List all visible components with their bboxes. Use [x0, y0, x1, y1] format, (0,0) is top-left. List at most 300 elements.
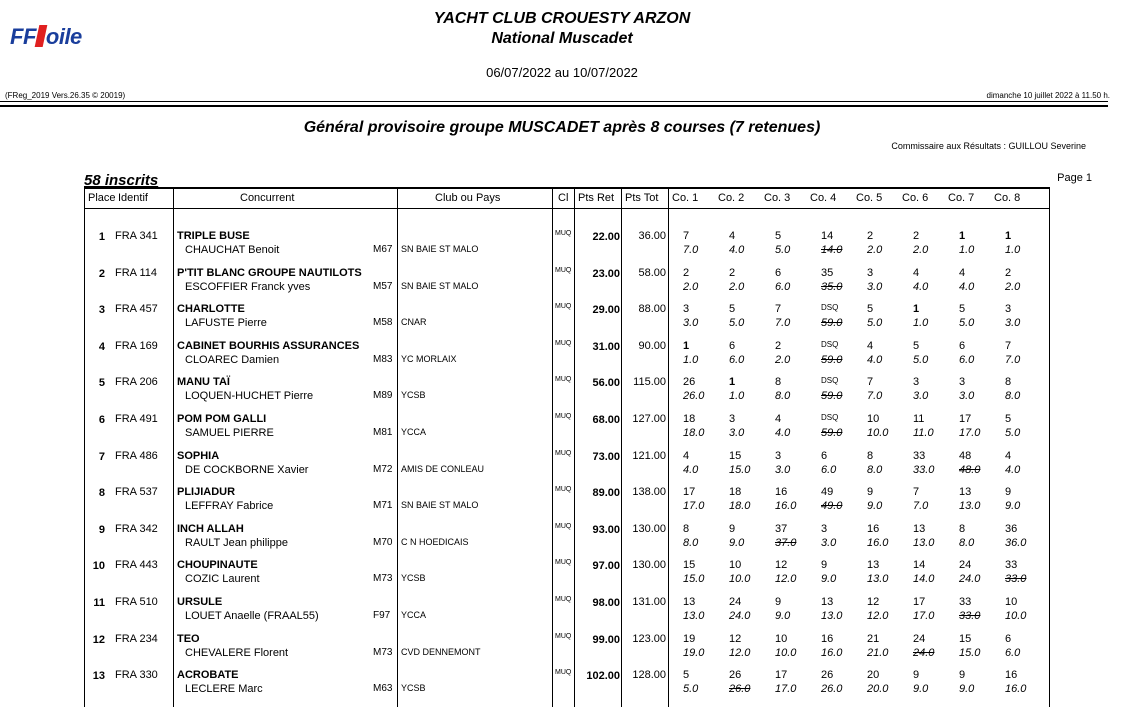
race-points: 9.0 [821, 573, 837, 586]
club-name: C N HOEDICAIS [401, 536, 469, 547]
points-total: 128.00 [632, 669, 666, 682]
class-code: MUQ [555, 376, 572, 384]
race-rank: 9 [867, 486, 874, 499]
place-cell: 10 [92, 560, 105, 573]
skipper-category: M58 [373, 317, 393, 329]
skipper-category: M72 [373, 463, 393, 475]
race-rank: 9 [821, 559, 828, 572]
race-points: 10.0 [729, 573, 751, 586]
race-points: 3.0 [913, 390, 929, 403]
club-name: CNAR [401, 317, 427, 328]
points-total: 90.00 [638, 339, 666, 352]
race-points: 16.0 [867, 536, 889, 549]
race-rank: 14 [913, 559, 926, 572]
col-race-2: Co. 2 [718, 192, 745, 204]
race-rank: 5 [913, 339, 920, 352]
table-row [85, 593, 1049, 629]
points-retained: 23.00 [592, 267, 620, 280]
race-rank: 49 [821, 486, 834, 499]
race-points: 4.0 [683, 463, 699, 476]
sail-number: FRA 486 [115, 449, 158, 462]
race-points: 4.0 [775, 427, 791, 439]
race-points: 33.0 [913, 463, 935, 476]
race-points: 17.0 [775, 683, 797, 696]
skipper-name: CHAUCHAT Benoit [185, 244, 280, 256]
race-rank: 9 [729, 522, 736, 535]
place-cell: 12 [92, 633, 105, 646]
class-code: MUQ [555, 230, 572, 237]
race-rank: 7 [683, 230, 690, 242]
race-points: 5.0 [775, 244, 791, 256]
race-rank: 4 [913, 266, 920, 279]
race-rank: 6 [959, 339, 966, 352]
race-points: 20.0 [867, 683, 889, 696]
race-rank: 37 [775, 522, 788, 535]
table-row [85, 447, 1049, 483]
skipper-name: COZIC Laurent [185, 573, 260, 586]
race-points: 3.0 [1005, 317, 1021, 330]
race-points: 6.0 [959, 353, 975, 366]
race-rank: 35 [821, 266, 834, 279]
race-rank: 9 [1005, 486, 1012, 499]
race-rank: 8 [775, 376, 782, 389]
boat-name: POM POM GALLI [177, 413, 267, 425]
page-number: Page 1 [1057, 172, 1092, 184]
race-points: 8.0 [775, 390, 791, 403]
race-points: 2.0 [867, 244, 883, 256]
race-points: 11.0 [913, 427, 934, 439]
boat-name: CABINET BOURHIS ASSURANCES [177, 339, 360, 352]
club-name: SN BAIE ST MALO [401, 280, 479, 291]
race-rank: 3 [775, 449, 782, 462]
place-cell: 4 [98, 340, 105, 353]
race-rank: 7 [1005, 339, 1012, 352]
race-rank: 16 [775, 486, 788, 499]
skipper-name: SAMUEL PIERRE [185, 427, 274, 439]
race-rank: 6 [775, 266, 782, 279]
race-rank: 5 [1005, 413, 1012, 425]
race-rank: 8 [1005, 376, 1012, 389]
race-points: 37.0 [775, 536, 797, 549]
race-points: 24.0 [913, 646, 935, 659]
race-points: 9.0 [729, 536, 745, 549]
race-rank: 13 [821, 596, 834, 608]
race-rank: 1 [1005, 230, 1012, 242]
race-rank: 5 [775, 230, 782, 242]
skipper-name: CHEVALERE Florent [185, 646, 289, 659]
race-rank: 26 [683, 376, 696, 389]
points-retained: 31.00 [592, 340, 620, 353]
club-name: YCSB [401, 573, 426, 584]
race-rank: 24 [959, 559, 972, 572]
skipper-name: LECLERE Marc [185, 683, 263, 696]
table-row [85, 373, 1049, 409]
race-points: 24.0 [729, 610, 751, 622]
race-rank: 15 [729, 449, 742, 462]
class-code: MUQ [555, 522, 572, 530]
points-total: 131.00 [632, 596, 666, 608]
points-retained: 56.00 [592, 377, 620, 390]
col-race-4: Co. 4 [810, 192, 837, 204]
race-points: 33.0 [1005, 573, 1027, 586]
race-points: 15.0 [959, 646, 981, 659]
skipper-category: M70 [373, 536, 393, 548]
race-points: 15.0 [683, 573, 705, 586]
place-cell: 13 [92, 670, 105, 683]
race-rank: 7 [867, 376, 874, 389]
inscrits-count: 58 inscrits [84, 172, 159, 189]
race-points: 2.0 [913, 244, 929, 256]
boat-name: P'TIT BLANC GROUPE NAUTILOTS [177, 266, 362, 279]
class-code: MUQ [555, 669, 572, 677]
race-rank: 5 [683, 669, 690, 682]
race-points: 35.0 [821, 280, 843, 293]
race-points: 13.0 [867, 573, 889, 586]
race-points: 9.0 [959, 683, 975, 696]
race-points: 12.0 [729, 646, 751, 659]
race-points: 6.0 [1005, 646, 1021, 659]
race-rank: 15 [683, 559, 696, 572]
race-points: 26.0 [683, 390, 705, 403]
race-rank: 10 [729, 559, 742, 572]
club-name: YCCA [401, 427, 427, 437]
race-points: 24.0 [959, 573, 981, 586]
race-points: 21.0 [867, 646, 889, 659]
race-rank: 13 [959, 486, 972, 499]
race-points: 9.0 [867, 500, 883, 513]
race-rank: 11 [913, 413, 925, 425]
race-rank: 1 [683, 339, 690, 352]
race-rank: 17 [683, 486, 696, 499]
boat-name: TRIPLE BUSE [177, 230, 250, 242]
place-cell: 11 [93, 597, 105, 609]
race-rank: 13 [683, 596, 696, 608]
race-rank: 26 [729, 669, 742, 682]
sail-number: FRA 443 [115, 559, 158, 572]
race-points: 1.0 [913, 317, 929, 330]
race-rank: 33 [913, 449, 926, 462]
skipper-category: M89 [373, 390, 393, 402]
col-race-7: Co. 7 [948, 192, 975, 204]
generated-timestamp: dimanche 10 juillet 2022 à 11.50 h. [986, 91, 1110, 100]
race-points: 2.0 [729, 280, 745, 293]
race-points: 1.0 [1005, 244, 1021, 256]
race-points: 7.0 [913, 500, 929, 513]
race-points: 10.0 [775, 646, 797, 659]
race-rank: 7 [775, 303, 782, 316]
points-retained: 73.00 [592, 450, 620, 463]
race-rank: 3 [867, 266, 874, 279]
class-code: MUQ [555, 413, 572, 420]
sail-number: FRA 342 [115, 522, 158, 535]
place-cell: 1 [98, 231, 105, 243]
race-rank: 36 [1005, 522, 1018, 535]
race-points: 4.0 [959, 280, 975, 293]
race-points: 3.0 [959, 390, 975, 403]
race-rank: 24 [913, 632, 926, 645]
race-rank: 14 [821, 230, 834, 242]
race-rank: 2 [775, 339, 782, 352]
class-code: MUQ [555, 303, 572, 311]
race-rank: 18 [683, 413, 696, 425]
sail-number: FRA 169 [115, 339, 158, 352]
table-row [85, 337, 1049, 373]
class-code: MUQ [555, 632, 572, 640]
race-rank: 1 [913, 303, 920, 316]
col-race-8: Co. 8 [994, 192, 1021, 204]
race-rank: 9 [913, 669, 920, 682]
table-row [85, 227, 1049, 263]
race-rank: 8 [959, 522, 966, 535]
race-rank: 2 [1005, 266, 1012, 279]
race-rank: 12 [729, 632, 742, 645]
race-points: 9.0 [1005, 500, 1021, 513]
race-points: 7.0 [683, 244, 699, 256]
race-rank: DSQ [821, 339, 839, 349]
race-points: 1.0 [729, 390, 745, 403]
race-rank: 9 [959, 669, 966, 682]
class-code: MUQ [555, 449, 572, 457]
boat-name: MANU TAÏ [177, 376, 230, 389]
points-total: 58.00 [638, 266, 666, 279]
race-points: 1.0 [959, 244, 975, 256]
skipper-category: F97 [373, 610, 391, 621]
race-points: 8.0 [683, 536, 699, 549]
race-rank: 3 [821, 522, 828, 535]
race-points: 6.0 [821, 463, 837, 476]
race-points: 49.0 [821, 500, 843, 513]
race-rank: 8 [867, 449, 874, 462]
col-club: Club ou Pays [435, 192, 501, 204]
race-points: 12.0 [867, 610, 889, 622]
race-rank: 13 [867, 559, 880, 572]
skipper-category: M67 [373, 244, 393, 255]
race-rank: 3 [729, 413, 736, 425]
skipper-name: RAULT Jean philippe [185, 536, 288, 549]
skipper-name: DE COCKBORNE Xavier [185, 463, 309, 476]
race-points: 6.0 [775, 280, 791, 293]
place-cell: 2 [98, 267, 105, 280]
race-points: 59.0 [821, 390, 843, 403]
race-points: 13.0 [913, 536, 935, 549]
place-cell: 3 [98, 304, 105, 317]
race-rank: 4 [959, 266, 966, 279]
sail-number: FRA 510 [115, 596, 158, 608]
race-rank: 8 [683, 522, 690, 535]
results-table [84, 187, 1050, 707]
race-rank: 1 [959, 230, 966, 242]
points-retained: 97.00 [592, 560, 620, 573]
race-points: 17.0 [683, 500, 705, 513]
points-retained: 29.00 [592, 304, 620, 317]
race-points: 14.0 [821, 244, 843, 256]
race-points: 9.0 [913, 683, 929, 696]
skipper-category: M57 [373, 280, 393, 292]
table-row [85, 264, 1049, 300]
place-cell: 5 [98, 377, 105, 390]
ffvoile-logo: FF oile [10, 24, 82, 49]
race-points: 8.0 [1005, 390, 1021, 403]
points-retained: 93.00 [592, 523, 620, 536]
race-points: 8.0 [959, 536, 975, 549]
sail-number: FRA 206 [115, 376, 158, 389]
points-retained: 22.00 [592, 231, 620, 243]
col-race-5: Co. 5 [856, 192, 883, 204]
place-cell: 7 [98, 450, 105, 463]
race-points: 13.0 [683, 610, 705, 622]
skipper-category: M73 [373, 573, 393, 585]
skipper-name: LAFUSTE Pierre [185, 317, 267, 330]
race-rank: 17 [775, 669, 788, 682]
table-row [85, 630, 1049, 666]
col-ident: Identif [118, 192, 148, 204]
race-points: 17.0 [913, 610, 935, 622]
race-rank: 4 [729, 230, 736, 242]
table-row [85, 300, 1049, 336]
race-rank: 16 [1005, 669, 1018, 682]
class-code: MUQ [555, 559, 572, 567]
points-total: 127.00 [632, 413, 666, 425]
skipper-name: ESCOFFIER Franck yves [185, 280, 311, 293]
points-total: 130.00 [632, 522, 666, 535]
club-title: YACHT CLUB CROUESTY ARZON [433, 10, 691, 27]
skipper-category: M71 [373, 500, 393, 512]
points-total: 88.00 [638, 303, 666, 316]
race-rank: DSQ [821, 413, 839, 422]
race-rank: 10 [775, 632, 788, 645]
col-concurrent: Concurrent [240, 192, 295, 204]
sail-number: FRA 330 [115, 669, 158, 682]
club-name: YCCA [401, 610, 427, 620]
race-rank: 13 [913, 522, 926, 535]
sail-number: FRA 234 [115, 632, 158, 645]
race-points: 3.0 [729, 427, 745, 439]
col-race-6: Co. 6 [902, 192, 929, 204]
race-points: 3.0 [867, 280, 883, 293]
race-points: 4.0 [913, 280, 929, 293]
race-rank: 12 [775, 559, 788, 572]
race-points: 14.0 [913, 573, 935, 586]
race-points: 3.0 [821, 536, 837, 549]
race-points: 5.0 [1005, 427, 1021, 439]
race-points: 16.0 [821, 646, 843, 659]
skipper-name: LEFFRAY Fabrice [185, 500, 274, 513]
race-rank: 48 [959, 449, 972, 462]
club-name: YCSB [401, 390, 426, 401]
race-points: 7.0 [1005, 353, 1021, 366]
col-race-3: Co. 3 [764, 192, 791, 204]
race-rank: 3 [1005, 303, 1012, 316]
race-rank: 17 [913, 596, 926, 608]
skipper-name: CLOAREC Damien [185, 353, 280, 366]
race-rank: 10 [1005, 596, 1018, 608]
class-code: MUQ [555, 266, 572, 274]
col-ret: Pts Ret [578, 192, 615, 204]
race-points: 5.0 [913, 353, 929, 366]
race-rank: 24 [729, 596, 742, 608]
place-cell: 8 [98, 487, 105, 500]
race-points: 13.0 [959, 500, 981, 513]
race-points: 13.0 [821, 610, 843, 622]
table-row [85, 410, 1049, 446]
race-points: 5.0 [729, 317, 745, 330]
race-rank: DSQ [821, 303, 839, 313]
col-race-1: Co. 1 [672, 192, 699, 204]
race-points: 59.0 [821, 353, 843, 366]
race-points: 59.0 [821, 427, 843, 439]
software-version: (FReg_2019 Vers.26.35 © 20019) [5, 91, 126, 100]
race-rank: DSQ [821, 376, 839, 386]
race-points: 5.0 [867, 317, 883, 330]
race-rank: 3 [913, 376, 920, 389]
race-rank: 18 [729, 486, 742, 499]
race-rank: 5 [959, 303, 966, 316]
race-rank: 2 [729, 266, 736, 279]
race-rank: 33 [959, 596, 972, 608]
race-rank: 15 [959, 632, 972, 645]
race-rank: 17 [959, 413, 972, 425]
race-points: 10.0 [867, 427, 889, 439]
race-rank: 4 [1005, 449, 1012, 462]
table-header [85, 187, 1049, 209]
points-total: 130.00 [632, 559, 666, 572]
race-rank: 19 [683, 632, 696, 645]
sail-number: FRA 491 [115, 413, 158, 425]
points-total: 121.00 [632, 449, 666, 462]
points-retained: 98.00 [592, 597, 620, 609]
race-points: 2.0 [775, 353, 791, 366]
club-name: AMIS DE CONLEAU [401, 463, 485, 474]
race-rank: 21 [867, 632, 880, 645]
race-rank: 3 [959, 376, 966, 389]
race-rank: 3 [683, 303, 690, 316]
race-rank: 16 [821, 632, 834, 645]
points-total: 36.00 [638, 230, 666, 242]
race-rank: 10 [867, 413, 880, 425]
skipper-category: M81 [373, 427, 393, 438]
class-code: MUQ [555, 596, 572, 603]
race-rank: 4 [683, 449, 690, 462]
points-retained: 99.00 [592, 633, 620, 646]
race-rank: 26 [821, 669, 834, 682]
place-cell: 6 [98, 414, 105, 426]
race-points: 16.0 [1005, 683, 1027, 696]
race-points: 17.0 [959, 427, 981, 439]
race-rank: 33 [1005, 559, 1018, 572]
club-name: SN BAIE ST MALO [401, 500, 479, 511]
boat-name: INCH ALLAH [177, 522, 244, 535]
race-points: 9.0 [775, 610, 791, 622]
skipper-name: LOUET Anaelle (FRAAL55) [185, 610, 319, 622]
table-row [85, 666, 1049, 702]
race-points: 3.0 [683, 317, 699, 330]
race-points: 2.0 [1005, 280, 1021, 293]
race-points: 16.0 [775, 500, 797, 513]
race-points: 36.0 [1005, 536, 1027, 549]
race-rank: 2 [683, 266, 690, 279]
club-name: SN BAIE ST MALO [401, 244, 479, 254]
race-points: 4.0 [1005, 463, 1021, 476]
race-points: 12.0 [775, 573, 797, 586]
col-tot: Pts Tot [625, 192, 659, 204]
event-title: National Muscadet [491, 30, 633, 47]
boat-name: SOPHIA [177, 449, 220, 462]
table-row [85, 556, 1049, 592]
race-points: 5.0 [683, 683, 699, 696]
race-points: 7.0 [775, 317, 791, 330]
race-points: 4.0 [867, 353, 883, 366]
race-points: 48.0 [959, 463, 981, 476]
